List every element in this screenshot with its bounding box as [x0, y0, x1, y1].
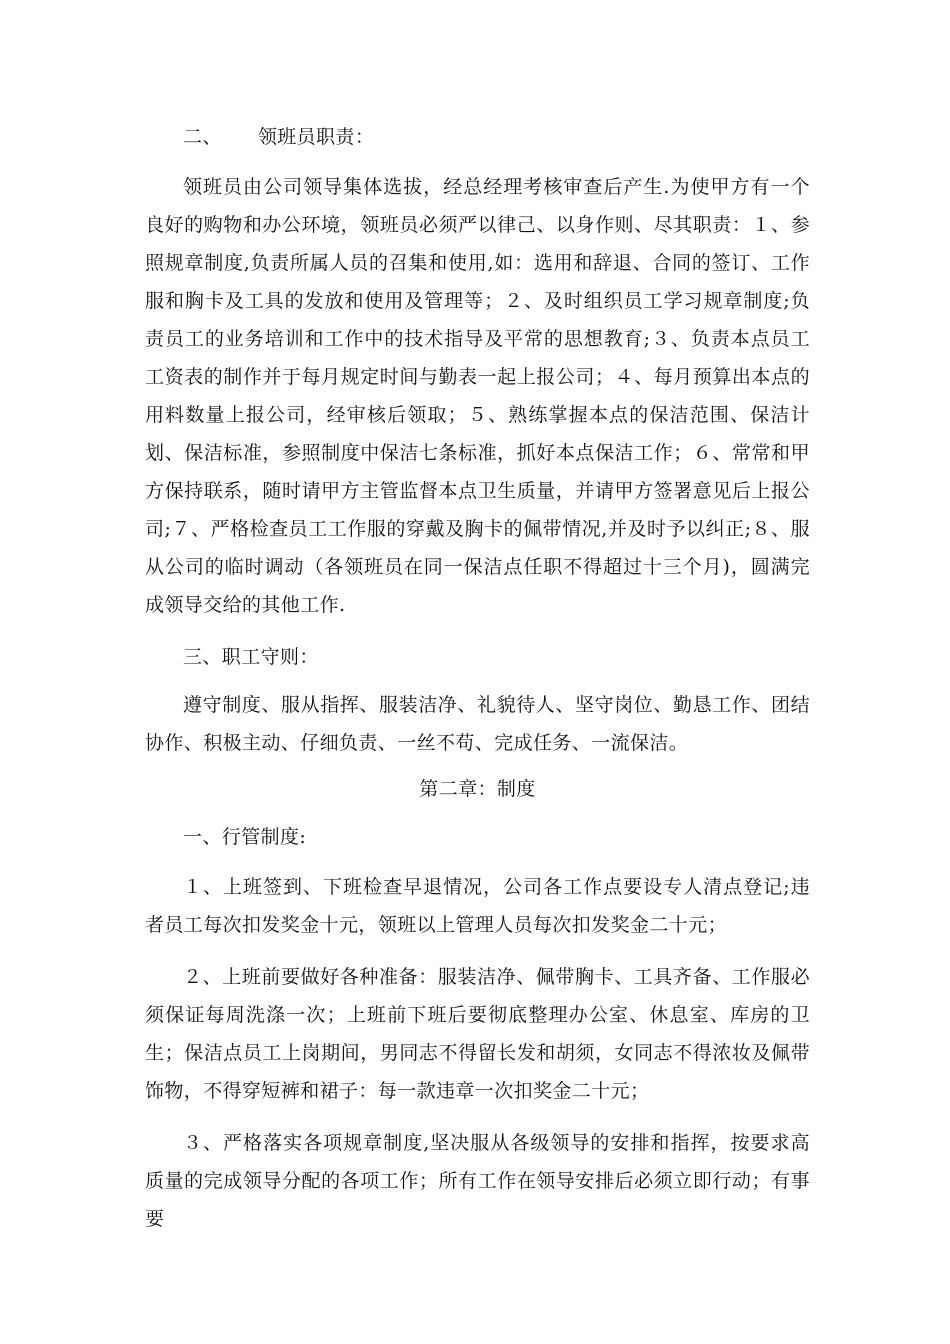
section-two-title: 领班员职责： — [257, 126, 375, 148]
document-body — [145, 118, 810, 1238]
section-two-heading — [145, 118, 810, 156]
subsection-one-heading: 一、行管制度: — [183, 826, 307, 848]
section-three-paragraph: 遵守制度、服从指挥、服装洁净、礼貌待人、坚守岗位、勤恳工作、团结协作、积极主动、仔细负责、一丝不苟、完成任务、一流保洁。 — [145, 694, 810, 754]
section-two-number: 二、 — [183, 126, 222, 148]
section-two-paragraph: 领班员由公司领导集体选拔，经总经理考核审查后产生.为使甲方有一个良好的购物和办公环境，领班员必须严以律己、以身作则、尽其职责：１、参照规章制度,负责所属人员的召集和使用,如：选用和辞退、合同的签订、工作服和胸卡及工具的发放和使用及管理等；２、及时组织员工学习规章制度;负责员工的业务培训和工作中的技术指导及平常的思想教育;３、负责本点员工工资表的制作并于每月规定时间与勤表一起上报公司；４、每月预算出本点的用料数量上报公司，经审核后领取；５、熟练掌握本点的保洁范围、保洁计划、保洁标准，参照制度中保洁七条标准，抓好本点保洁工作；６、常常和甲方保持联系，随时请甲方主管监督本点卫生质量，并请甲方签署意见后上报公司;７、严格检查员工工作服的穿戴及胸卡的佩带情况,并及时予以纠正;８、服从公司的临时调动（各领班员在同一保洁点任职不得超过十三个月)，圆满完成领导交给的其他工作. — [145, 176, 810, 616]
rule-2-paragraph: ２、上班前要做好各种准备：服装洁净、佩带胸卡、工具齐备、工作服必须保证每周洗涤一次；上班前下班后要彻底整理办公室、休息室、库房的卫生；保洁点员工上岗期间，男同志不得留长发和胡须，女同志不得浓妆及佩带饰物，不得穿短裤和裙子：每一款违章一次扣奖金二十元； — [145, 966, 810, 1102]
rule-3-paragraph: ３、严格落实各项规章制度,坚决服从各级领导的安排和指挥，按要求高质量的完成领导分配的各项工作；所有工作在领导安排后必须立即行动；有事要 — [145, 1132, 810, 1230]
chapter-title: 第二章：制度 — [419, 778, 536, 800]
rule-1-paragraph: １、上班签到、下班检查早退情况，公司各工作点要设专人清点登记;违者员工每次扣发奖金十元，领班以上管理人员每次扣发奖金二十元； — [145, 876, 810, 936]
section-three-heading: 三、职工守则： — [183, 646, 319, 668]
